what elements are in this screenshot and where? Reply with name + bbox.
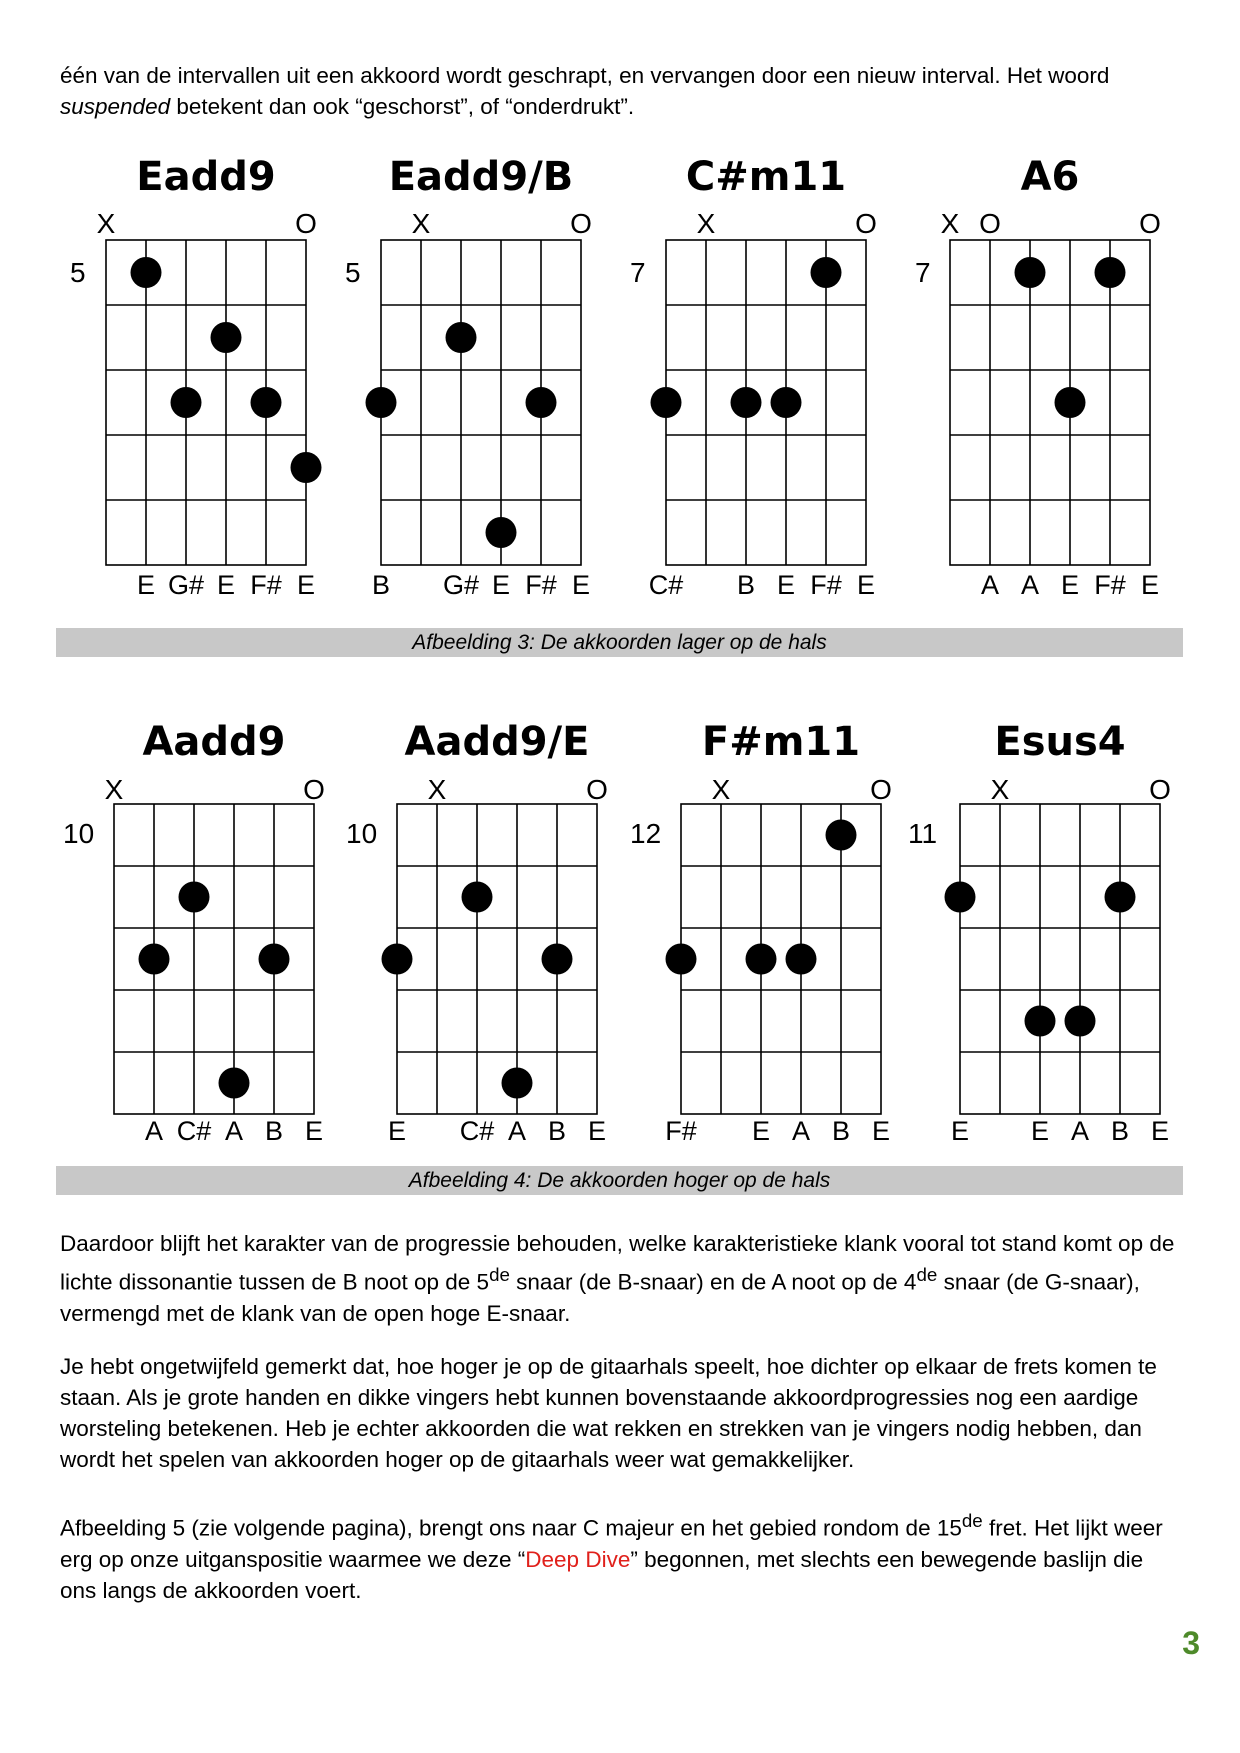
finger-dot bbox=[291, 452, 322, 483]
finger-dot bbox=[486, 517, 517, 548]
fret-number: 5 bbox=[345, 257, 361, 288]
fretboard-frame bbox=[666, 240, 866, 565]
note-label: E bbox=[136, 570, 156, 600]
note-label: E bbox=[1060, 570, 1080, 600]
fretboard-frame bbox=[950, 240, 1150, 565]
finger-dot bbox=[811, 257, 842, 288]
note-label: C# bbox=[176, 1116, 212, 1146]
note-label: B bbox=[1110, 1116, 1130, 1146]
fret-number: 7 bbox=[630, 257, 646, 288]
deep-dive-link[interactable]: Deep Dive bbox=[525, 1546, 631, 1572]
muted-string-marker: X bbox=[427, 774, 447, 805]
note-label: F# bbox=[250, 570, 282, 600]
finger-dot bbox=[731, 387, 762, 418]
finger-dot bbox=[171, 387, 202, 418]
note-label: B bbox=[736, 570, 756, 600]
fretboard-frame bbox=[397, 804, 597, 1114]
note-label: E bbox=[571, 570, 591, 600]
finger-dot bbox=[771, 387, 802, 418]
chord-diagram-3 bbox=[630, 154, 877, 600]
fretboard-frame bbox=[114, 804, 314, 1114]
finger-dot bbox=[1015, 257, 1046, 288]
fretboard-frame bbox=[381, 240, 581, 565]
open-string-marker: O bbox=[855, 208, 877, 239]
finger-dot bbox=[826, 820, 857, 851]
fret-number: 11 bbox=[908, 818, 938, 849]
note-label: E bbox=[587, 1116, 607, 1146]
finger-dot bbox=[139, 944, 170, 975]
note-label: A bbox=[791, 1116, 811, 1146]
note-label: A bbox=[1070, 1116, 1090, 1146]
chord-diagram-4 bbox=[908, 719, 1171, 1146]
p1-part-a: Daardoor blijft het karakter van de progressie behouden, welke karakteristieke klank vooral tot stand komt op de lichte dissonantie tussen de B noot op de 5 bbox=[60, 1231, 1175, 1295]
note-label: E bbox=[871, 1116, 891, 1146]
note-label: F# bbox=[665, 1116, 697, 1146]
finger-dot bbox=[666, 944, 697, 975]
note-label: E bbox=[950, 1116, 970, 1146]
finger-dot bbox=[382, 944, 413, 975]
finger-dot bbox=[1055, 387, 1086, 418]
intro-line2: betekent dan ook “geschorst”, of “onderdrukt”. bbox=[170, 94, 635, 119]
fret-number: 7 bbox=[915, 257, 931, 288]
muted-string-marker: X bbox=[104, 774, 124, 805]
muted-string-marker: X bbox=[711, 774, 731, 805]
chord-name: C#m11 bbox=[685, 154, 847, 200]
p3-sup: de bbox=[961, 1510, 983, 1531]
finger-dot bbox=[446, 322, 477, 353]
finger-dot bbox=[1095, 257, 1126, 288]
note-label: A bbox=[224, 1116, 244, 1146]
note-label: E bbox=[387, 1116, 407, 1146]
fret-number: 12 bbox=[630, 818, 662, 849]
open-string-marker: O bbox=[1139, 208, 1161, 239]
finger-dot bbox=[219, 1068, 250, 1099]
open-string-marker: O bbox=[870, 774, 892, 805]
fret-number: 10 bbox=[63, 818, 95, 849]
muted-string-marker: X bbox=[696, 208, 716, 239]
chord-diagram-2 bbox=[345, 154, 592, 600]
finger-dot bbox=[366, 387, 397, 418]
note-label: E bbox=[751, 1116, 771, 1146]
open-string-marker: O bbox=[570, 208, 592, 239]
note-label: E bbox=[1150, 1116, 1170, 1146]
chord-diagram-1 bbox=[63, 719, 325, 1146]
p3-part-c: ” begonnen, met slechts een bewegende baslijn die ons langs de akkoorden voert. bbox=[60, 1546, 1144, 1603]
p3-part-a: Afbeelding 5 (zie volgende pagina), brengt ons naar C majeur en het gebied rondom de 15 bbox=[60, 1515, 962, 1541]
figure-3-caption: Afbeelding 3: De akkoorden lager op de hals bbox=[56, 628, 1183, 657]
body-paragraph-3 bbox=[60, 1505, 1185, 1606]
finger-dot bbox=[251, 387, 282, 418]
note-label: B bbox=[547, 1116, 567, 1146]
note-label: F# bbox=[1094, 570, 1126, 600]
note-label: A bbox=[1020, 570, 1040, 600]
finger-dot bbox=[259, 944, 290, 975]
chord-name: Eadd9/B bbox=[388, 154, 574, 200]
open-string-marker: O bbox=[1149, 774, 1171, 805]
note-label: A bbox=[144, 1116, 164, 1146]
chord-name: Esus4 bbox=[994, 719, 1126, 765]
finger-dot bbox=[502, 1068, 533, 1099]
finger-dot bbox=[786, 944, 817, 975]
body-paragraph-1 bbox=[60, 1228, 1185, 1329]
finger-dot bbox=[211, 322, 242, 353]
fretboard-frame bbox=[681, 804, 881, 1114]
muted-string-marker: X bbox=[940, 208, 960, 239]
finger-dot bbox=[1105, 882, 1136, 913]
fret-number: 10 bbox=[346, 818, 378, 849]
open-string-marker: O bbox=[303, 774, 325, 805]
chord-diagram-2 bbox=[346, 719, 608, 1146]
finger-dot bbox=[462, 882, 493, 913]
fret-number: 5 bbox=[70, 257, 86, 288]
note-label: B bbox=[371, 570, 391, 600]
p1-sup-1: de bbox=[489, 1264, 510, 1285]
figure-4-caption: Afbeelding 4: De akkoorden hoger op de hals bbox=[56, 1166, 1183, 1195]
open-string-marker: O bbox=[979, 208, 1001, 239]
note-label: E bbox=[491, 570, 511, 600]
finger-dot bbox=[542, 944, 573, 975]
note-label: B bbox=[264, 1116, 284, 1146]
note-label: A bbox=[980, 570, 1000, 600]
muted-string-marker: X bbox=[990, 774, 1010, 805]
chord-name: Aadd9/E bbox=[404, 719, 590, 765]
note-label: C# bbox=[648, 570, 684, 600]
chord-name: A6 bbox=[1020, 154, 1080, 200]
p1-sup-2: de bbox=[916, 1264, 938, 1285]
finger-dot bbox=[651, 387, 682, 418]
note-label: E bbox=[304, 1116, 324, 1146]
finger-dot bbox=[1065, 1006, 1096, 1037]
note-label: G# bbox=[442, 570, 480, 600]
intro-line1: één van de intervallen uit een akkoord wordt geschrapt, en vervangen door een nieuw interval. Het woord bbox=[60, 63, 1110, 88]
p3-part-b: fret. Het lijkt weer erg op onze uitganspositie waarmee we deze “ bbox=[60, 1515, 1163, 1572]
finger-dot bbox=[526, 387, 557, 418]
note-label: E bbox=[776, 570, 796, 600]
p1-part-c: snaar (de G-snaar), vermengd met de klank van de open hoge E-snaar. bbox=[60, 1269, 1140, 1326]
open-string-marker: O bbox=[586, 774, 608, 805]
body-paragraph-2: Je hebt ongetwijfeld gemerkt dat, hoe hoger je op de gitaarhals speelt, hoe dichter op elkaar de frets komen te staan. Als je grote handen en dikke vingers hebt kunnen bovenstaande akkoordprogressies nog een aardige worsteling betekenen. Heb je echter akkoorden die wat rekken en strekken van je vingers nodig hebben, dan wordt het spelen van akkoorden hoger op de gitaarhals weer wat gemakkelijker. bbox=[60, 1354, 1157, 1472]
finger-dot bbox=[1025, 1006, 1056, 1037]
fretboard-frame bbox=[106, 240, 306, 565]
fretboard-frame bbox=[960, 804, 1160, 1114]
note-label: E bbox=[216, 570, 236, 600]
chord-diagram-4 bbox=[915, 154, 1161, 600]
note-label: E bbox=[1140, 570, 1160, 600]
note-label: E bbox=[296, 570, 316, 600]
chord-diagram-3 bbox=[630, 719, 892, 1146]
p1-part-b: snaar (de B-snaar) en de A noot op de 4 bbox=[509, 1269, 917, 1295]
muted-string-marker: X bbox=[411, 208, 431, 239]
intro-italic-word: suspended bbox=[60, 94, 171, 119]
open-string-marker: O bbox=[295, 208, 317, 239]
note-label: E bbox=[856, 570, 876, 600]
note-label: E bbox=[1030, 1116, 1050, 1146]
finger-dot bbox=[746, 944, 777, 975]
note-label: A bbox=[507, 1116, 527, 1146]
chord-name: Aadd9 bbox=[142, 719, 286, 765]
note-label: C# bbox=[459, 1116, 495, 1146]
note-label: B bbox=[831, 1116, 851, 1146]
muted-string-marker: X bbox=[96, 208, 116, 239]
note-label: F# bbox=[525, 570, 557, 600]
finger-dot bbox=[945, 882, 976, 913]
finger-dot bbox=[179, 882, 210, 913]
finger-dot bbox=[131, 257, 162, 288]
note-label: G# bbox=[167, 570, 205, 600]
page-number: 3 bbox=[1182, 1625, 1200, 1661]
intro-paragraph bbox=[60, 60, 1185, 122]
chord-name: F#m11 bbox=[701, 719, 861, 765]
chord-name: Eadd9 bbox=[136, 154, 276, 200]
note-label: F# bbox=[810, 570, 842, 600]
chord-diagram-1 bbox=[70, 154, 322, 600]
